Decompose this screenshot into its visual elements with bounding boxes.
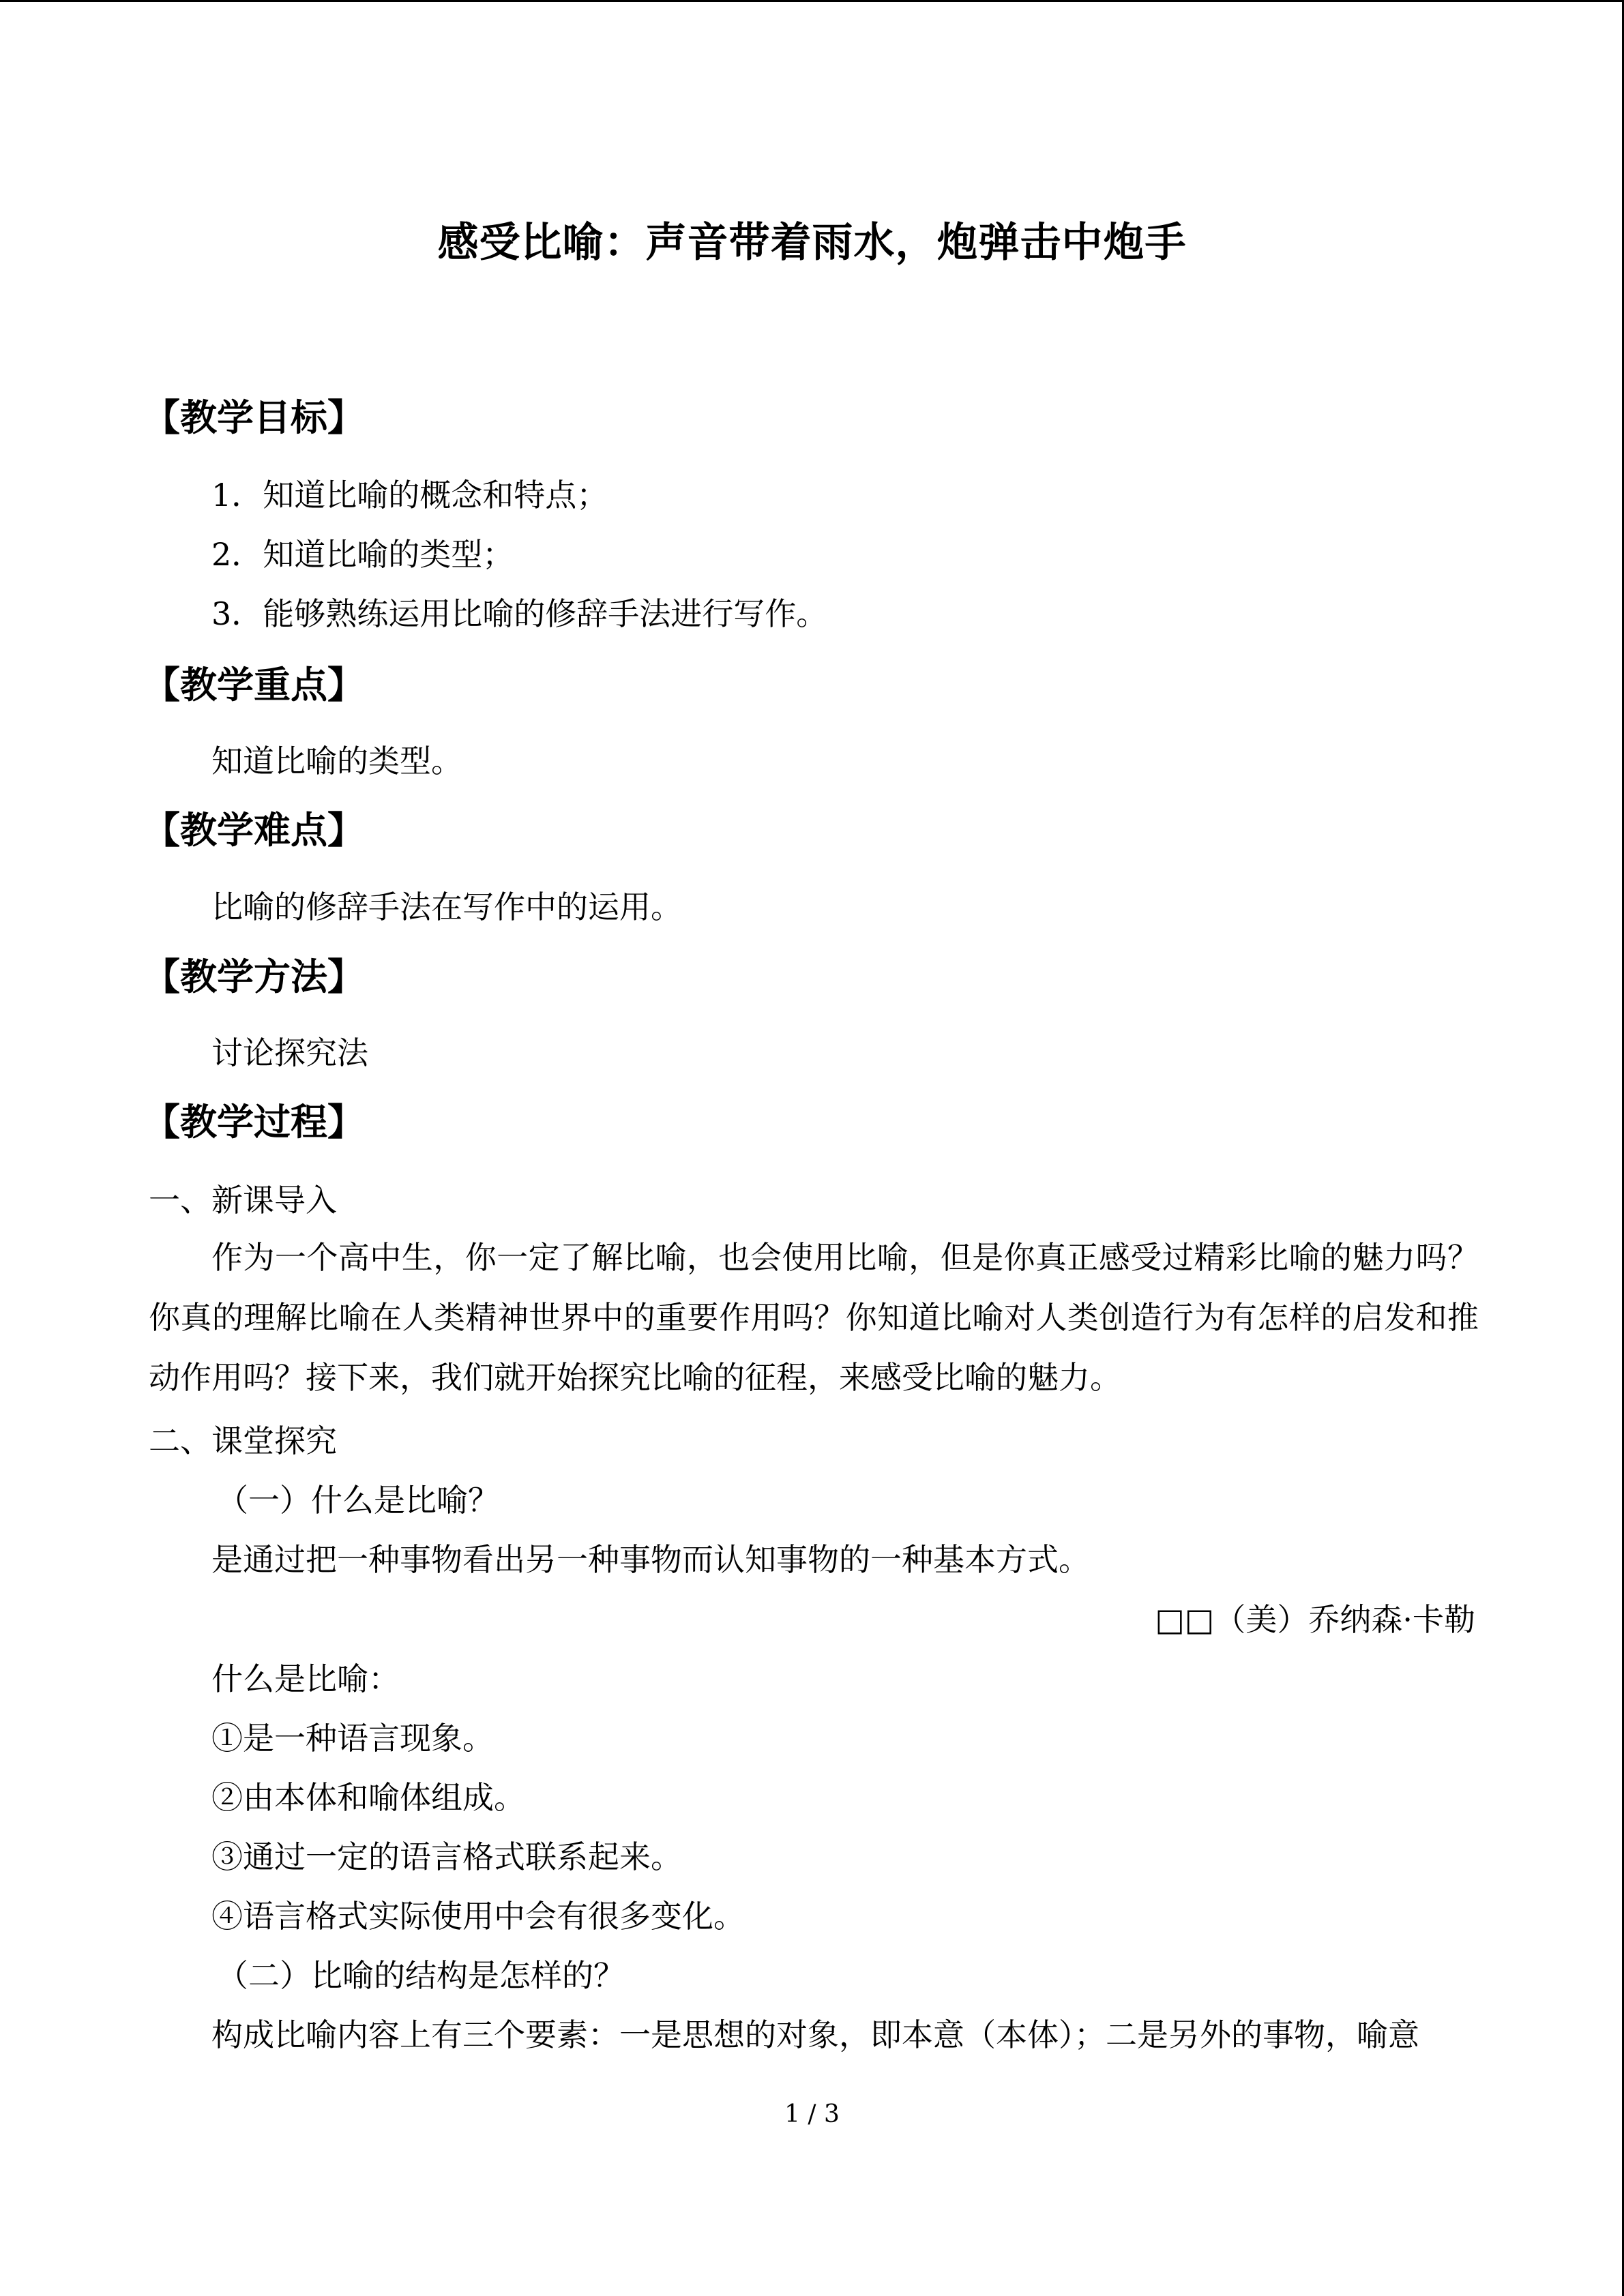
attribution: □□（美）乔纳森·卡勒 [1155,1601,1475,1638]
goal-item-2: 2．知道比喻的类型； [211,536,514,573]
heading-difficulty: 【教学难点】 [143,808,364,852]
point-4: ④语言格式实际使用中会有很多变化。 [211,1898,745,1935]
heading-key-point: 【教学重点】 [143,663,364,706]
part1-title: 一、新课导入 [149,1182,337,1219]
page-number: 1 / 3 [784,2100,840,2128]
method-text: 讨论探究法 [211,1034,368,1071]
page-title: 感受比喻：声音带着雨水，炮弹击中炮手 [437,219,1187,267]
point-1: ①是一种语言现象。 [211,1720,494,1757]
what-is-label: 什么是比喻： [211,1660,400,1697]
page-border-top [0,0,1624,2]
point-2: ②由本体和喻体组成。 [211,1779,525,1816]
part2-title: 二、课堂探究 [149,1422,337,1459]
key-point-text: 知道比喻的类型。 [211,743,462,779]
definition-text: 是通过把一种事物看出另一种事物而认知事物的一种基本方式。 [211,1541,1090,1578]
heading-method: 【教学方法】 [143,955,364,998]
question-2: （二）比喻的结构是怎样的？ [217,1957,625,1994]
point-3: ③通过一定的语言格式联系起来。 [211,1838,682,1875]
heading-goals: 【教学目标】 [143,396,364,439]
heading-process: 【教学过程】 [143,1100,364,1144]
difficulty-text: 比喻的修辞手法在写作中的运用。 [211,889,682,925]
structure-text: 构成比喻内容上有三个要素：一是思想的对象，即本意（本体）；二是另外的事物，喻意 [211,2016,1419,2053]
goal-item-3: 3．能够熟练运用比喻的修辞手法进行写作。 [211,595,828,632]
part1-paragraph: 作为一个高中生，你一定了解比喻，也会使用比喻，但是你真正感受过精彩比喻的魅力吗？你真的理解比喻在人类精神世界中的重要作用吗？你知道比喻对人类创造行为有怎样的启发和推动作用吗？接下来，我们就开始探究比喻的征程，来感受比喻的魅力。 [149,1239,1479,1396]
question-1: （一）什么是比喻？ [217,1482,499,1519]
goal-item-1: 1．知道比喻的概念和特点； [211,477,608,513]
